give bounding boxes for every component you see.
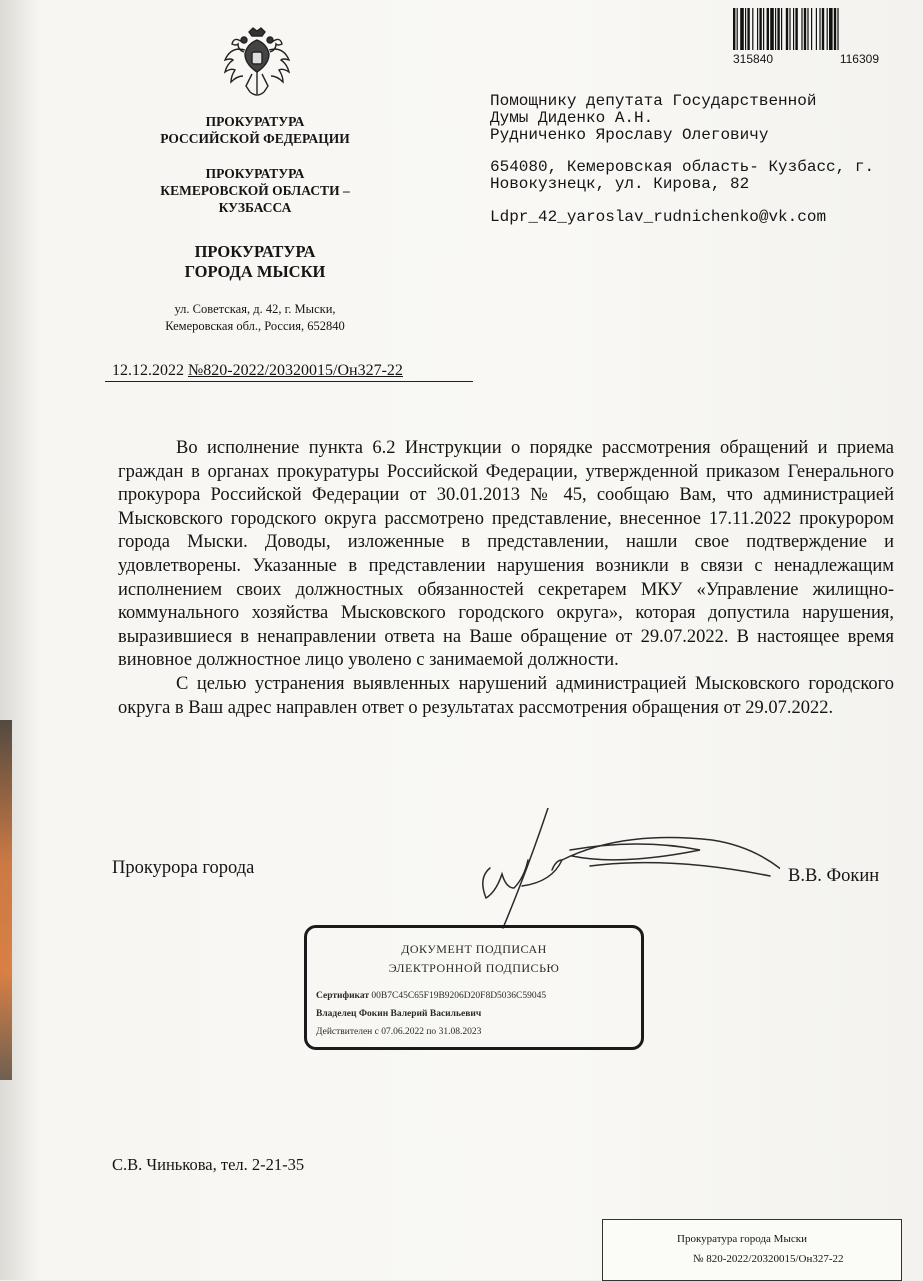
barcode-bar [816, 8, 817, 50]
barcode-left-code: 315840 [733, 52, 774, 66]
reference-number: №820-2022/20320015/Он327-22 [188, 362, 403, 379]
reference-date: 12.12.2022 [112, 362, 184, 379]
barcode-bar [763, 8, 764, 50]
registration-line: Прокуратура города Мыски [677, 1233, 807, 1245]
body-paragraph: Во исполнение пункта 6.2 Инструкции о порядке рассмотрения обращений и приема граждан в органах прокуратуры Российской Федерации, утвержденной приказом Генерального прокурора Российской Федерации от 30.01.2013 № 45, сообщаю Вам, что администрацией Мысковского городского округа рассмотрено представление, внесенное 17.11.2022 прокурором города Мыски. Доводы, изложенные в представлении, нашли свое подтверждение и удовлетворены. Указанные в представлении нарушения возникли в связи с ненадлежащим исполнением своих должностных обязанностей секретарем МКУ «Управление жилищно-коммунального хозяйства Мысковского городского округа», которая допустила нарушения, выразившиеся в ненаправлении ответа на Ваше обращение от 29.07.2022. В настоящее время виновное должностное лицо уволено с занимаемой должности. [118, 438, 894, 671]
recipient-email: Ldpr_42_yaroslav_rudnichenko@vk.com [490, 208, 827, 226]
org-address-line: Кемеровская обл., Россия, 652840 [165, 319, 345, 333]
barcode-bar [781, 8, 782, 50]
barcode-bar [737, 8, 738, 50]
barcode-bar [819, 8, 820, 50]
org-title-line: ПРОКУРАТУРА [205, 166, 305, 181]
stamp-validity-to-label: по [426, 1027, 437, 1037]
recipient-name-line: Рудниченко Ярославу Олеговичу [490, 126, 769, 144]
org-address [130, 301, 380, 335]
stamp-owner-value: Фокин Валерий Васильевич [358, 1009, 482, 1019]
barcode-bars [733, 8, 879, 50]
reference-underline [105, 381, 473, 382]
barcode-bar [827, 8, 828, 50]
org-title-line: ГОРОДА МЫСКИ [184, 262, 326, 281]
stamp-certificate-label: Сертификат [316, 991, 370, 1001]
org-title-line: ПРОКУРАТУРА [194, 242, 316, 261]
stamp-validity-to: 31.08.2023 [438, 1027, 482, 1037]
barcode-bar [733, 8, 735, 50]
org-title-region [130, 165, 380, 216]
handwritten-signature [470, 808, 780, 938]
stamp-certificate-value: 00B7C45C65F19B9206D20F8D5036C59045 [371, 991, 547, 1001]
org-title-line: КУЗБАССА [218, 200, 292, 215]
barcode-bar [752, 8, 753, 50]
stamp-validity-label: Действителен [316, 1027, 373, 1037]
stamp-validity-row [316, 1027, 481, 1037]
stamp-owner-row [316, 1009, 481, 1019]
body-paragraph: С целью устранения выявленных нарушений администрацией Мысковского городского округа в Ваш адрес направлен ответ о результатах рассмотрения обращения от 29.07.2022. [118, 673, 894, 718]
registration-stamp [602, 1219, 902, 1281]
org-title-line: ПРОКУРАТУРА [205, 114, 305, 129]
barcode-bar [811, 8, 812, 50]
barcode-bar [786, 8, 788, 50]
stamp-validity-from: 07.06.2022 [381, 1027, 424, 1037]
barcode-bar [829, 8, 833, 50]
recipient-name-line: Помощнику депутата Государственной [490, 92, 817, 110]
letter-body [118, 437, 894, 720]
barcode [733, 8, 879, 72]
barcode-bar [777, 8, 779, 50]
stamp-title-line: ЭЛЕКТРОННОЙ ПОДПИСЬЮ [388, 961, 560, 975]
barcode-bar [795, 8, 797, 50]
barcode-bar [745, 8, 746, 50]
recipient-name-line: Думы Диденко А.Н. [490, 109, 654, 127]
barcode-bar [757, 8, 758, 50]
registration-line: № 820-2022/20320015/Он327-22 [693, 1253, 844, 1265]
barcode-bar [793, 8, 794, 50]
recipient-block [490, 93, 910, 226]
barcode-right-code: 116309 [839, 52, 879, 66]
barcode-bar [789, 8, 790, 50]
barcode-bar [837, 8, 838, 50]
org-title-line: КЕМЕРОВСКОЙ ОБЛАСТИ – [160, 183, 350, 198]
barcode-bar [767, 8, 769, 50]
barcode-bar [759, 8, 761, 50]
recipient-address-line: 654080, Кемеровская область- Кузбасс, г. [490, 158, 875, 176]
reference-line [112, 362, 403, 380]
double-headed-eagle-emblem [222, 26, 292, 100]
recipient-address-line: Новокузнецк, ул. Кирова, 82 [490, 175, 750, 193]
barcode-bar [740, 8, 744, 50]
org-title-city [130, 242, 380, 282]
barcode-bar [770, 8, 774, 50]
scan-edge-strip [0, 720, 12, 1080]
barcode-bar [804, 8, 806, 50]
signatory-name: В.В. Фокин [788, 866, 880, 886]
org-address-line: ул. Советская, д. 42, г. Мыски, [174, 302, 336, 316]
signatory-title: Прокурора города [112, 858, 255, 878]
barcode-bar [807, 8, 808, 50]
barcode-bar [801, 8, 802, 50]
barcode-bar [775, 8, 776, 50]
stamp-owner-label: Владелец [316, 1009, 357, 1019]
executor-contact: С.В. Чинькова, тел. 2-21-35 [112, 1155, 305, 1174]
stamp-certificate-row [316, 991, 546, 1001]
stamp-title-line: ДОКУМЕНТ ПОДПИСАН [401, 942, 547, 956]
barcode-bar [822, 8, 824, 50]
org-title-rf [130, 113, 380, 147]
org-title-line: РОССИЙСКОЙ ФЕДЕРАЦИИ [160, 131, 350, 146]
electronic-signature-stamp [304, 925, 644, 1050]
barcode-bar [834, 8, 836, 50]
barcode-bar [747, 8, 749, 50]
stamp-validity-from-label: с [374, 1027, 379, 1037]
